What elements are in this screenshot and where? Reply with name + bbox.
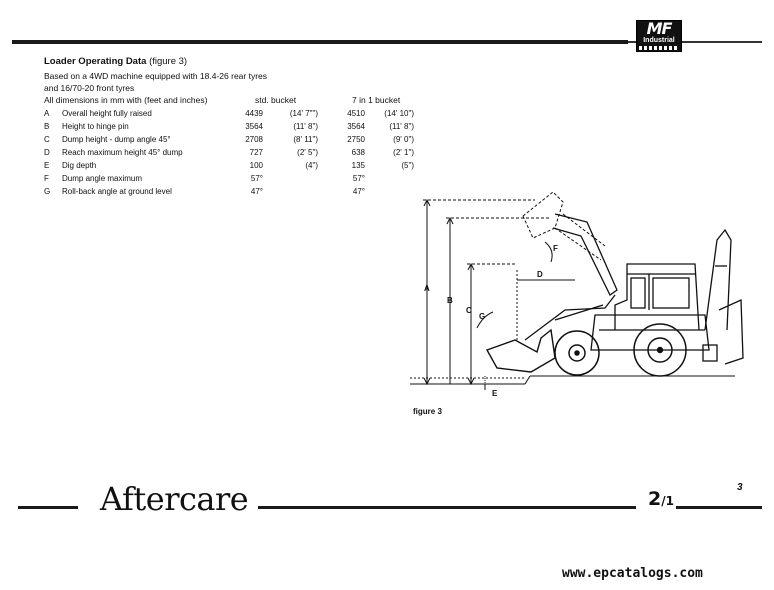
footer-rule-middle — [258, 506, 636, 509]
ground-line — [410, 376, 735, 384]
backhoe-loader-diagram — [405, 180, 770, 405]
page-number: 2/1 — [648, 488, 674, 510]
dim-label-c: C — [466, 306, 472, 315]
logo-stripes — [639, 46, 679, 50]
aftercare-brand: Aftercare — [100, 480, 249, 518]
footer-rule-right — [676, 506, 762, 509]
dim-label-b: B — [447, 296, 453, 305]
column-header-7in1-bucket: 7 in 1 bucket — [352, 95, 401, 105]
front-wheel — [555, 331, 599, 375]
lowered-bucket — [487, 330, 555, 372]
section-title: Loader Operating Data (figure 3) — [44, 56, 188, 67]
figure-caption: figure 3 — [413, 407, 442, 416]
dim-label-f: F — [553, 244, 558, 253]
watermark-url: www.epcatalogs.com — [562, 566, 703, 581]
raised-bucket — [523, 192, 605, 260]
footer-rule-left — [18, 506, 78, 509]
dim-label-a: A — [424, 284, 430, 293]
dim-label-g: G — [479, 312, 486, 321]
intro-line: and 16/70-20 front tyres — [44, 83, 135, 93]
mf-industrial-logo: MF Industrial — [636, 20, 682, 52]
header-rule — [12, 40, 628, 44]
column-header-std-bucket: std. bucket — [255, 95, 297, 105]
tractor-body — [591, 264, 709, 350]
intro-line: All dimensions in mm with (feet and inches) — [44, 95, 208, 105]
dim-label-d: D — [537, 270, 543, 279]
dimension-lines — [423, 200, 575, 390]
dim-label-e: E — [492, 389, 498, 398]
intro-line: Based on a 4WD machine equipped with 18.4-26 rear tyres — [44, 71, 268, 81]
corner-page-number: 3 — [737, 482, 743, 493]
backhoe-arm — [703, 230, 743, 364]
